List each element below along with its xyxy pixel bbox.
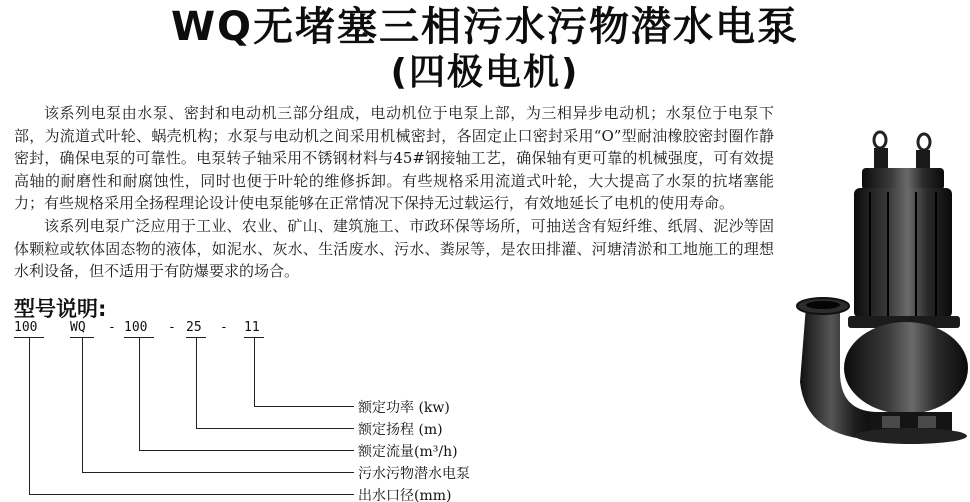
model-code-outlet: 100: [14, 320, 38, 335]
model-code-dash: -: [220, 320, 228, 335]
page-subtitle: (四极电机): [390, 52, 580, 93]
model-code-head: 25: [186, 320, 202, 335]
description: [14, 102, 774, 283]
model-code-dash: -: [168, 320, 176, 335]
leader-line: [82, 472, 354, 473]
leader-line: [254, 406, 354, 407]
leader-line: [139, 450, 354, 451]
label-rated-flow: 额定流量(m³/h): [358, 444, 458, 460]
label-pump-type: 污水污物潜水电泵: [358, 466, 470, 482]
leader-line: [29, 494, 354, 495]
description-paragraph-structure: 该系列电泵由水泵、密封和电动机三部分组成，电动机位于电泵上部，为三相异步电动机；水泵位于电泵下部，为流道式叶轮、蜗壳机构；水泵与电动机之间采用机械密封，各固定止口密封采用“O”型耐油橡胶密封圈作静密封，确保电泵的可靠性。电泵转子轴采用不锈钢材料与45#钢接轴工艺，确保轴有更可靠的机械强度，可有效提高轴的耐磨性和耐腐蚀性，同时也便于叶轮的维修拆卸。有些规格采用流道式叶轮，大大提高了水泵的抗堵塞能力；有些规格采用全扬程理论设计使电泵能够在正常情况下保持无过载运行，有效地延长了电机的使用寿命。: [14, 104, 774, 213]
label-rated-head: 额定扬程 (m): [358, 422, 443, 438]
leader-line: [29, 338, 30, 494]
page-title: WQ无堵塞三相污水污物潜水电泵: [170, 4, 800, 50]
model-heading: 型号说明:: [14, 297, 107, 321]
submersible-pump-icon: [778, 120, 968, 450]
label-outlet-size: 出水口径(mm): [358, 488, 452, 502]
model-code-dash: -: [108, 320, 116, 335]
leader-line: [82, 338, 83, 472]
model-code-power: 11: [244, 320, 260, 335]
description-paragraph-applications: 该系列电泵广泛应用于工业、农业、矿山、建筑施工、市政环保等场所，可抽送含有短纤维、纸屑、泥沙等固体颗粒或软体固态物的液体，如泥水、灰水、生活废水、污水、粪尿等，是农田排灌、河塘清淤和工地施工的理想水利设备，但不适用于有防爆要求的场合。: [14, 216, 774, 281]
leader-line: [254, 338, 255, 406]
model-code-type: WQ: [70, 320, 86, 335]
model-code-flow: 100: [124, 320, 148, 335]
leader-line: [196, 428, 354, 429]
label-rated-power: 额定功率 (kw): [358, 400, 450, 416]
leader-line: [196, 338, 197, 428]
leader-line: [139, 338, 140, 450]
